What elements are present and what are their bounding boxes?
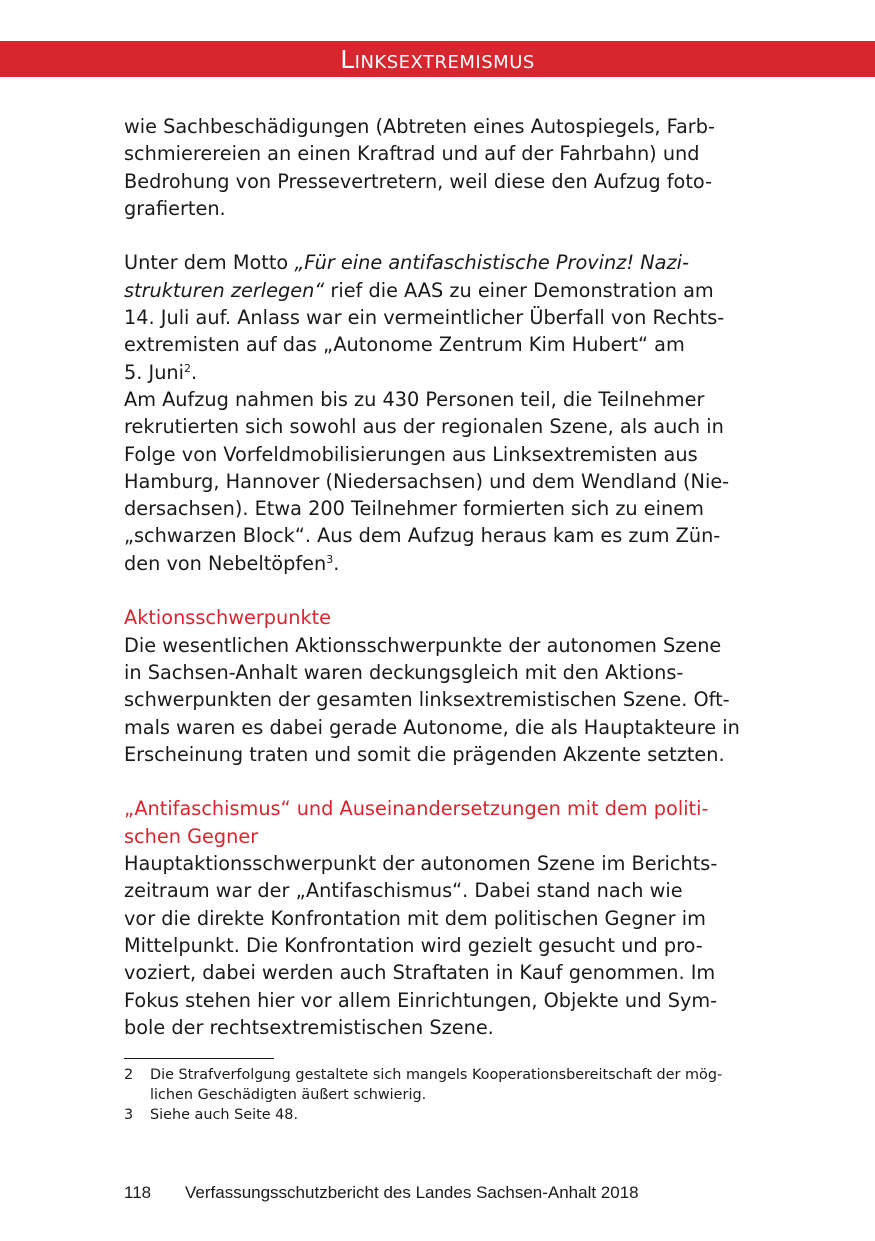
text-line: schwerpunkten der gesamten linksextremistischen Szene. Oft- — [124, 688, 730, 712]
text-line: wie Sachbeschädigungen (Abtreten eines Autospiegels, Farb- — [124, 115, 715, 138]
footnote-line: Die Strafverfolgung gestaltete sich mangels Kooperationsbereitschaft der mög- — [150, 1067, 723, 1083]
text-line: 14. Juli auf. Anlass war ein vermeintlicher Überfall von Rechts- — [124, 306, 725, 330]
text-line: in Sachsen-Anhalt waren deckungsgleich mit den Aktions- — [124, 660, 684, 684]
section-heading: Aktionsschwerpunkte — [124, 606, 332, 630]
text-line: extremisten auf das „Autonome Zentrum Kim Hubert“ am — [124, 333, 685, 357]
text-span: rief die AAS zu einer Demonstration am — [324, 278, 714, 302]
footnote-number: 2 — [124, 1067, 134, 1083]
page-number: 118 — [124, 1183, 152, 1202]
heading-line: schen Gegner — [124, 824, 259, 848]
section-heading — [124, 795, 764, 850]
text-line: voziert, dabei werden auch Straftaten in Kauf genommen. Im — [124, 961, 716, 985]
paragraph-intro — [124, 113, 764, 222]
text-line: grafierten. — [124, 196, 226, 220]
paragraph-spacer — [124, 577, 764, 604]
text-span: . — [333, 551, 340, 575]
text-line: Erscheinung traten und somit die prägenden Akzente setzten. — [124, 742, 725, 766]
text-line: zeitraum war der „Antifaschismus“. Dabei stand nach wie — [124, 879, 683, 903]
paragraph-spacer — [124, 222, 764, 249]
motto-text: strukturen zerlegen“ — [124, 278, 325, 302]
text-line: dersachsen). Etwa 200 Teilnehmer formierten sich zu einem — [124, 497, 704, 521]
footnote-number: 3 — [124, 1107, 134, 1123]
text-span: . — [191, 360, 198, 384]
text-span: 5. Juni — [124, 360, 185, 384]
chapter-title: Linksextremismus — [340, 45, 535, 74]
page-footer — [124, 1182, 639, 1204]
paragraph-focus — [124, 632, 764, 768]
footnote-item — [124, 1105, 764, 1125]
text-line — [124, 359, 764, 386]
text-span: den von Nebeltöpfen — [124, 551, 327, 575]
footnote-divider — [124, 1058, 274, 1059]
text-line: Folge von Vorfeldmobilisierungen aus Linksextremisten aus — [124, 442, 698, 466]
publication-title: Verfassungsschutzbericht des Landes Sachsen-Anhalt 2018 — [185, 1183, 639, 1202]
paragraph-participants — [124, 386, 764, 577]
footnote-line: lichen Geschädigten äußert schwierig. — [150, 1087, 427, 1103]
heading-line: „Antifaschismus“ und Auseinandersetzungen mit dem politi- — [124, 797, 709, 821]
text-line: Mittelpunkt. Die Konfrontation wird gezielt gesucht und pro- — [124, 933, 703, 957]
chapter-header-bar — [0, 41, 875, 77]
text-line: mals waren es dabei gerade Autonome, die als Hauptakteure in — [124, 715, 740, 739]
text-span: Unter dem Motto — [124, 251, 295, 275]
text-line: vor die direkte Konfrontation mit dem politischen Gegner im — [124, 906, 706, 930]
text-line: Hauptaktionsschwerpunkt der autonomen Szene im Berichts- — [124, 852, 718, 876]
footnote-text — [150, 1105, 764, 1125]
text-line — [124, 277, 764, 304]
text-line: Hamburg, Hannover (Niedersachsen) und dem Wendland (Nie- — [124, 469, 730, 493]
text-line: Fokus stehen hier vor allem Einrichtungen, Objekte und Sym- — [124, 988, 718, 1012]
paragraph-spacer — [124, 768, 764, 795]
paragraph-antifascism — [124, 850, 764, 1041]
paragraph-demonstration — [124, 249, 764, 385]
text-line: „schwarzen Block“. Aus dem Aufzug heraus kam es zum Zün- — [124, 524, 721, 548]
footnote-line: Siehe auch Seite 48. — [150, 1107, 299, 1123]
text-line: Bedrohung von Pressevertretern, weil diese den Aufzug foto- — [124, 169, 713, 193]
text-line: Am Aufzug nahmen bis zu 430 Personen teil, die Teilnehmer — [124, 387, 705, 411]
footnotes — [124, 1065, 764, 1125]
footnote-ref[interactable]: 2 — [184, 361, 192, 375]
text-line: rekrutierten sich sowohl aus der regionalen Szene, als auch in — [124, 415, 724, 439]
text-line: schmierereien an einen Kraftrad und auf der Fahrbahn) und — [124, 142, 700, 166]
text-line — [124, 550, 764, 577]
text-line — [124, 249, 764, 276]
footnote-ref[interactable]: 3 — [326, 552, 334, 566]
main-content — [124, 113, 764, 1041]
text-line: bole der rechtsextremistischen Szene. — [124, 1015, 494, 1039]
footnote-item — [124, 1065, 764, 1105]
text-line: Die wesentlichen Aktionsschwerpunkte der autonomen Szene — [124, 633, 722, 657]
footnote-text — [150, 1065, 764, 1105]
motto-text: „Für eine antifaschistische Provinz! Nazi- — [294, 251, 689, 275]
